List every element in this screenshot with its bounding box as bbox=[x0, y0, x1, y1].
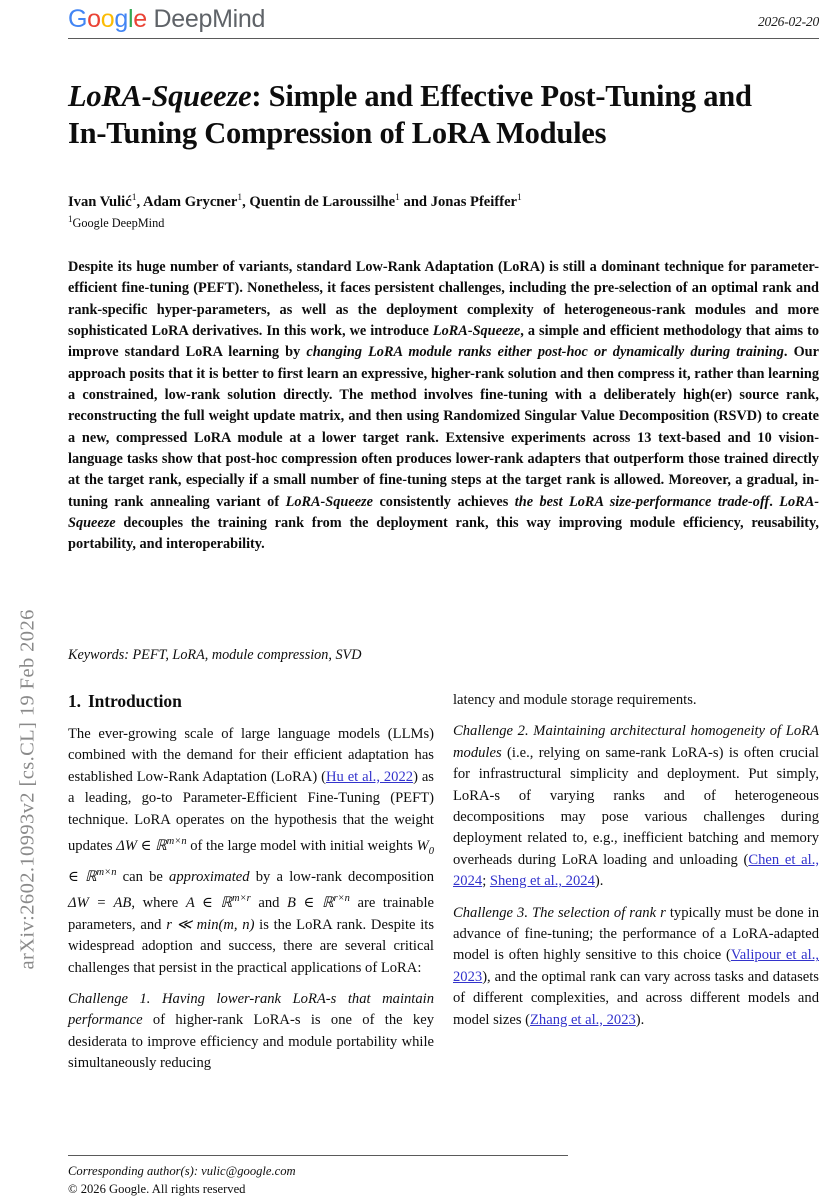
header-rule bbox=[68, 38, 819, 39]
keywords-list: PEFT, LoRA, module compression, SVD bbox=[132, 647, 362, 663]
header-date: 2026-02-20 bbox=[758, 14, 819, 29]
section-heading-introduction bbox=[68, 690, 434, 712]
page-title bbox=[68, 78, 768, 152]
footer-rule bbox=[68, 1155, 568, 1156]
math-w0: W bbox=[416, 837, 429, 854]
intro-part-i: is the LoRA rank. Despite its widespread adoption and success, there are several critical challenges that persist in the practical applications of LoRA: bbox=[68, 916, 434, 976]
citation-sheng-2024[interactable]: Sheng et al., 2024 bbox=[489, 873, 595, 890]
citation-valipour-2023[interactable]: Valipour et al., 2023 bbox=[453, 947, 819, 985]
abstract-part-e: . bbox=[769, 493, 780, 510]
abstract bbox=[68, 257, 819, 556]
abstract-italic-3: LoRA-Squeeze bbox=[285, 493, 373, 510]
intro-part-d: can be bbox=[116, 869, 170, 886]
math-delta-w-exp: m×n bbox=[166, 836, 187, 848]
challenge-2-italic-lead: Challenge 2. Maintaining architectural homogeneity of LoRA modules bbox=[453, 723, 819, 761]
logo-deepmind-word: DeepMind bbox=[146, 5, 266, 33]
challenge-2-text-end: ). bbox=[594, 873, 604, 890]
abstract-italic-5: LoRA-Squeeze bbox=[68, 493, 819, 532]
section-number: 1. bbox=[68, 691, 81, 711]
author-list: Ivan Vulić$^1$, Adam Grycner$^1$, Quentin de Laroussilhe$^1$ and Jonas Pfeiffer$^1$ bbox=[68, 193, 522, 210]
author-name-0: Ivan Vulić bbox=[68, 193, 132, 210]
abstract-part-b: , a simple and efficient methodology that aims to improve standard LoRA learning by bbox=[68, 323, 819, 361]
abstract-part-d: consistently achieves bbox=[372, 493, 515, 510]
intro-part-e: by a low-rank decomposition bbox=[249, 869, 434, 886]
challenge-3-italic-lead: Challenge 3. The selection of rank r bbox=[453, 904, 666, 921]
arxiv-stamp bbox=[0, 0, 60, 1200]
paragraph-challenge-2 bbox=[453, 721, 819, 892]
body-columns bbox=[68, 690, 819, 1150]
math-delta-w: ΔW ∈ ℝ bbox=[116, 837, 167, 854]
intro-part-b: ) as a leading, go-to Parameter-Efficient Fine-Tuning (PEFT) technique. LoRA operates on the hypothesis that the weight updates bbox=[68, 768, 434, 854]
affiliation-marker: 1 bbox=[68, 214, 73, 224]
logo-letter-g2: g bbox=[114, 5, 128, 33]
citation-chen-2024[interactable]: Chen et al., 2024 bbox=[453, 851, 819, 890]
intro-part-h: are trainable parameters, and bbox=[68, 895, 434, 933]
paragraph-challenge-1 bbox=[68, 989, 434, 1075]
google-deepmind-logo bbox=[68, 4, 265, 34]
author-name-3: Jonas Pfeiffer bbox=[430, 193, 518, 210]
math-w0-sub: 0 bbox=[428, 845, 435, 857]
intro-italic-approximated: approximated bbox=[169, 869, 250, 886]
column-left bbox=[68, 690, 434, 1086]
section-title: Introduction bbox=[87, 691, 182, 711]
affiliation bbox=[68, 211, 798, 232]
math-a-set: A ∈ ℝ bbox=[185, 895, 233, 912]
logo-letter-l: l bbox=[127, 5, 134, 33]
math-rank-condition: r ≪ min(m, n) bbox=[166, 916, 255, 933]
abstract-part-a: Despite its huge number of variants, standard Low-Rank Adaptation (LoRA) is still a dominant technique for parameter-efficient fine-tuning (PEFT). Nonetheless, it faces persistent challenges, including the pre-selection of an optimal rank and rank-specific hyper-parameters, as well as the deployment complexity of heterogeneous-rank modules and more sophisticated LoRA derivatives. In this work, we introduce bbox=[68, 259, 819, 340]
logo-letter-g1: G bbox=[68, 5, 88, 33]
keywords-line bbox=[68, 645, 819, 665]
author-affil-marker-3: 1 bbox=[517, 193, 522, 203]
paragraph-latency bbox=[453, 690, 819, 711]
author-affil-marker-0: 1 bbox=[131, 193, 137, 203]
author-name-2: Quentin de Laroussilhe bbox=[249, 193, 396, 210]
author-affil-marker-1: 1 bbox=[237, 193, 243, 203]
title-rest: : Simple and Effective Post-Tuning and In-Tuning Compression of LoRA Modules bbox=[68, 79, 752, 151]
math-w0-set: ∈ ℝ bbox=[68, 869, 97, 886]
challenge-3-text-mid: ), and the optimal rank can vary across tasks and datasets of different complexities, and across different models and model sizes ( bbox=[453, 968, 819, 1028]
page-header bbox=[68, 4, 819, 42]
arxiv-stamp-text: arXiv:2602.10993v2 [cs.CL] 19 Feb 2026 bbox=[16, 609, 39, 970]
paragraph-challenge-3 bbox=[453, 903, 819, 1031]
paragraph-intro bbox=[68, 724, 434, 979]
math-w0-exp: m×n bbox=[96, 867, 117, 879]
logo-letter-o1: o bbox=[87, 5, 101, 33]
challenge-2-cite-sep: ; bbox=[482, 873, 490, 890]
corresponding-author: Corresponding author(s): vulic@google.com bbox=[68, 1164, 296, 1178]
author-name-1: Adam Grycner bbox=[142, 193, 238, 210]
page-footer bbox=[68, 1163, 668, 1198]
citation-zhang-2023[interactable]: Zhang et al., 2023 bbox=[530, 1011, 636, 1028]
math-b-set: B ∈ ℝ bbox=[287, 895, 334, 912]
abstract-italic-4: the best LoRA size-performance trade-off bbox=[514, 493, 770, 510]
challenge-3-text: typically must be done in advance of fine-tuning; the performance of a LoRA-adapted model is often highly sensitive to this choice ( bbox=[453, 904, 819, 964]
challenge-1-text: of higher-rank LoRA-s is one of the key desiderata to improve efficiency and module portability while simultaneously reducing bbox=[68, 1012, 434, 1072]
column-right bbox=[453, 690, 819, 1041]
abstract-italic-1: LoRA-Squeeze bbox=[432, 323, 521, 340]
intro-part-f: , where bbox=[131, 895, 186, 912]
abstract-italic-2: changing LoRA module ranks either post-hoc or dynamically during training bbox=[306, 344, 784, 361]
logo-letter-o2: o bbox=[100, 5, 115, 33]
latency-text: latency and module storage requirements. bbox=[453, 692, 697, 708]
intro-part-g: and bbox=[250, 895, 288, 912]
abstract-part-f: decouples the training rank from the deployment rank, this way improving module efficiency, reusability, portability, and interoperability. bbox=[68, 515, 819, 553]
math-b-exp: r×n bbox=[333, 893, 350, 905]
logo-letter-e: e bbox=[133, 5, 147, 33]
intro-part-a: The ever-growing scale of large language models (LLMs) combined with the demand for their efficient adaptation has established Low-Rank Adaptation (LoRA) ( bbox=[68, 726, 434, 785]
author-affil-marker-2: 1 bbox=[395, 193, 400, 203]
challenge-2-text: (i.e., relying on same-rank LoRA-s) is often crucial for infrastructural simplicity and deployment. Put simply, LoRA-s of varying ranks and of heterogeneous decompositions may pose various challenges during deployment related to, e.g., inefficient batching and memory overheads during LoRA loading and unloading ( bbox=[453, 744, 819, 868]
challenge-3-text-end: ). bbox=[635, 1011, 645, 1028]
intro-part-c: of the large model with initial weights bbox=[186, 837, 417, 854]
copyright-notice: © 2026 Google. All rights reserved bbox=[68, 1181, 246, 1196]
challenge-1-italic-lead: Challenge 1. Having lower-rank LoRA-s that maintain performance bbox=[68, 990, 434, 1029]
paper-page bbox=[68, 0, 819, 1200]
keywords-label: Keywords: bbox=[68, 647, 129, 663]
math-dw-ab: ΔW = AB bbox=[68, 895, 132, 912]
abstract-part-c: . Our approach posits that it is better to first learn an expressive, higher-rank solution and then compress it, rather than learning a constrained, low-rank solution directly. The method involves fine-tuning with a deliberately high(er) source rank, reconstructing the full weight update matrix, and then using Randomized Singular Value Decomposition (RSVD) to create a new, compressed LoRA module at a lower target rank. Extensive experiments across 13 text-based and 10 vision-language tasks show that post-hoc compression often produces lower-rank adapters that outperform those trained directly at the target rank, especially if a small number of fine-tuning steps at the target rank is allowed. Moreover, a gradual, in-tuning rank annealing variant of bbox=[68, 344, 819, 510]
citation-hu-2022[interactable]: Hu et al., 2022 bbox=[325, 768, 414, 785]
affiliation-name: Google DeepMind bbox=[72, 216, 165, 231]
title-italic-part: LoRA-Squeeze bbox=[68, 79, 252, 114]
math-a-exp: m×r bbox=[232, 893, 251, 905]
